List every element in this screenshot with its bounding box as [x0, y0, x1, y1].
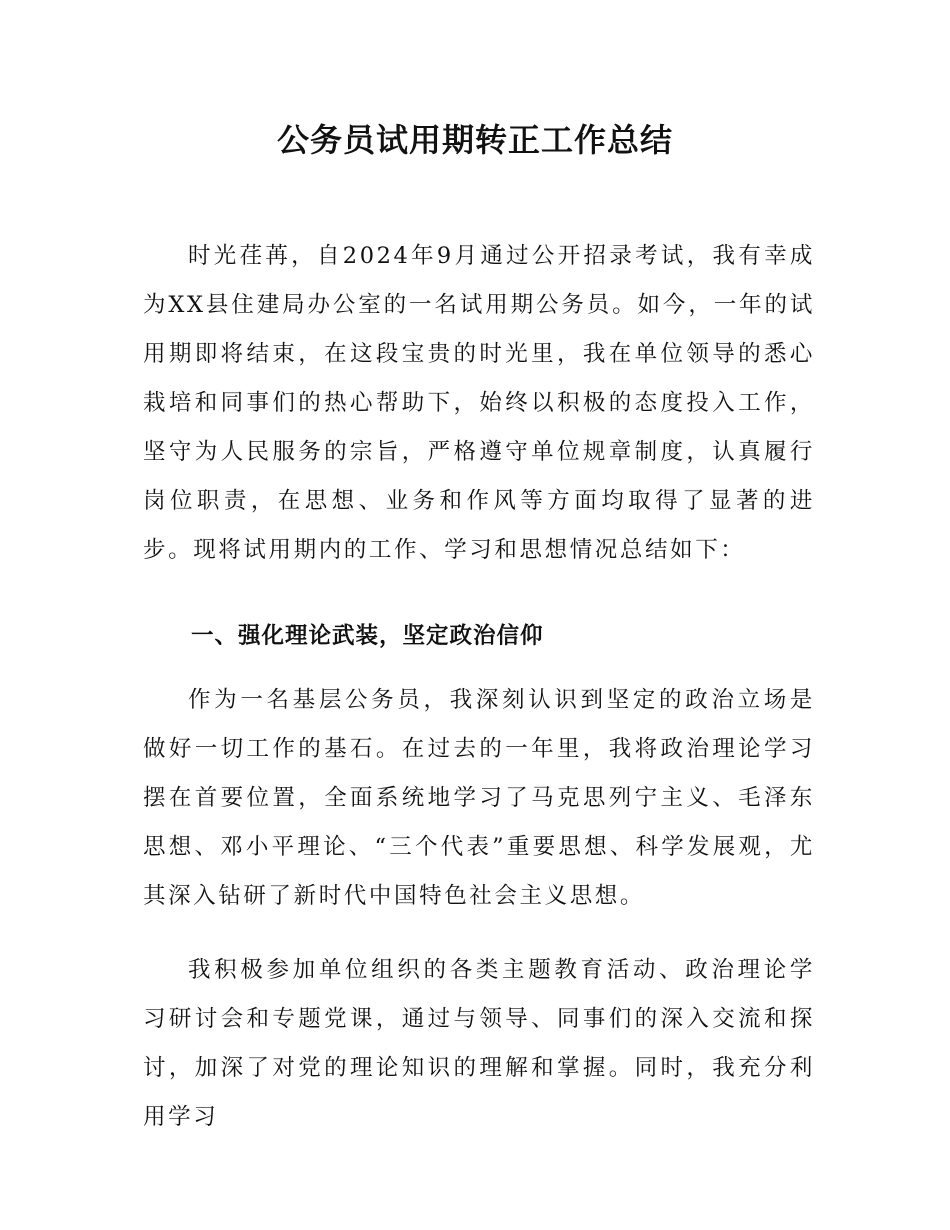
- document-title: 公务员试用期转正工作总结: [276, 121, 673, 159]
- intro-paragraph: 时光荏苒，自2024年9月通过公开招录考试，我有幸成为XX县住建局办公室的一名试用期公务员。如今，一年的试用期即将结束，在这段宝贵的时光里，我在单位领导的悉心栽培和同事们的热心帮助下，始终以积极的态度投入工作，坚守为人民服务的宗旨，严格遵守单位规章制度，认真履行岗位职责，在思想、业务和作风等方面均取得了显著的进步。现将试用期内的工作、学习和思想情况总结如下：: [143, 243, 815, 563]
- section-body-continued: [143, 946, 815, 1142]
- section-heading: 一、强化理论武装，坚定政治信仰: [191, 623, 544, 649]
- body-paragraph: 我积极参加单位组织的各类主题教育活动、政治理论学习研讨会和专题党课，通过与领导、同事们的深入交流和探讨，加深了对党的理论知识的理解和掌握。同时，我充分利用学习: [143, 957, 815, 1130]
- intro-section: [143, 232, 815, 575]
- body-paragraph: 作为一名基层公务员，我深刻认识到坚定的政治立场是做好一切工作的基石。在过去的一年里，我将政治理论学习摆在首要位置，全面系统地学习了马克思列宁主义、毛泽东思想、邓小平理论、“三个代表”重要思想、科学发展观，尤其深入钻研了新时代中国特色社会主义思想。: [143, 687, 815, 909]
- section-body: [143, 676, 815, 921]
